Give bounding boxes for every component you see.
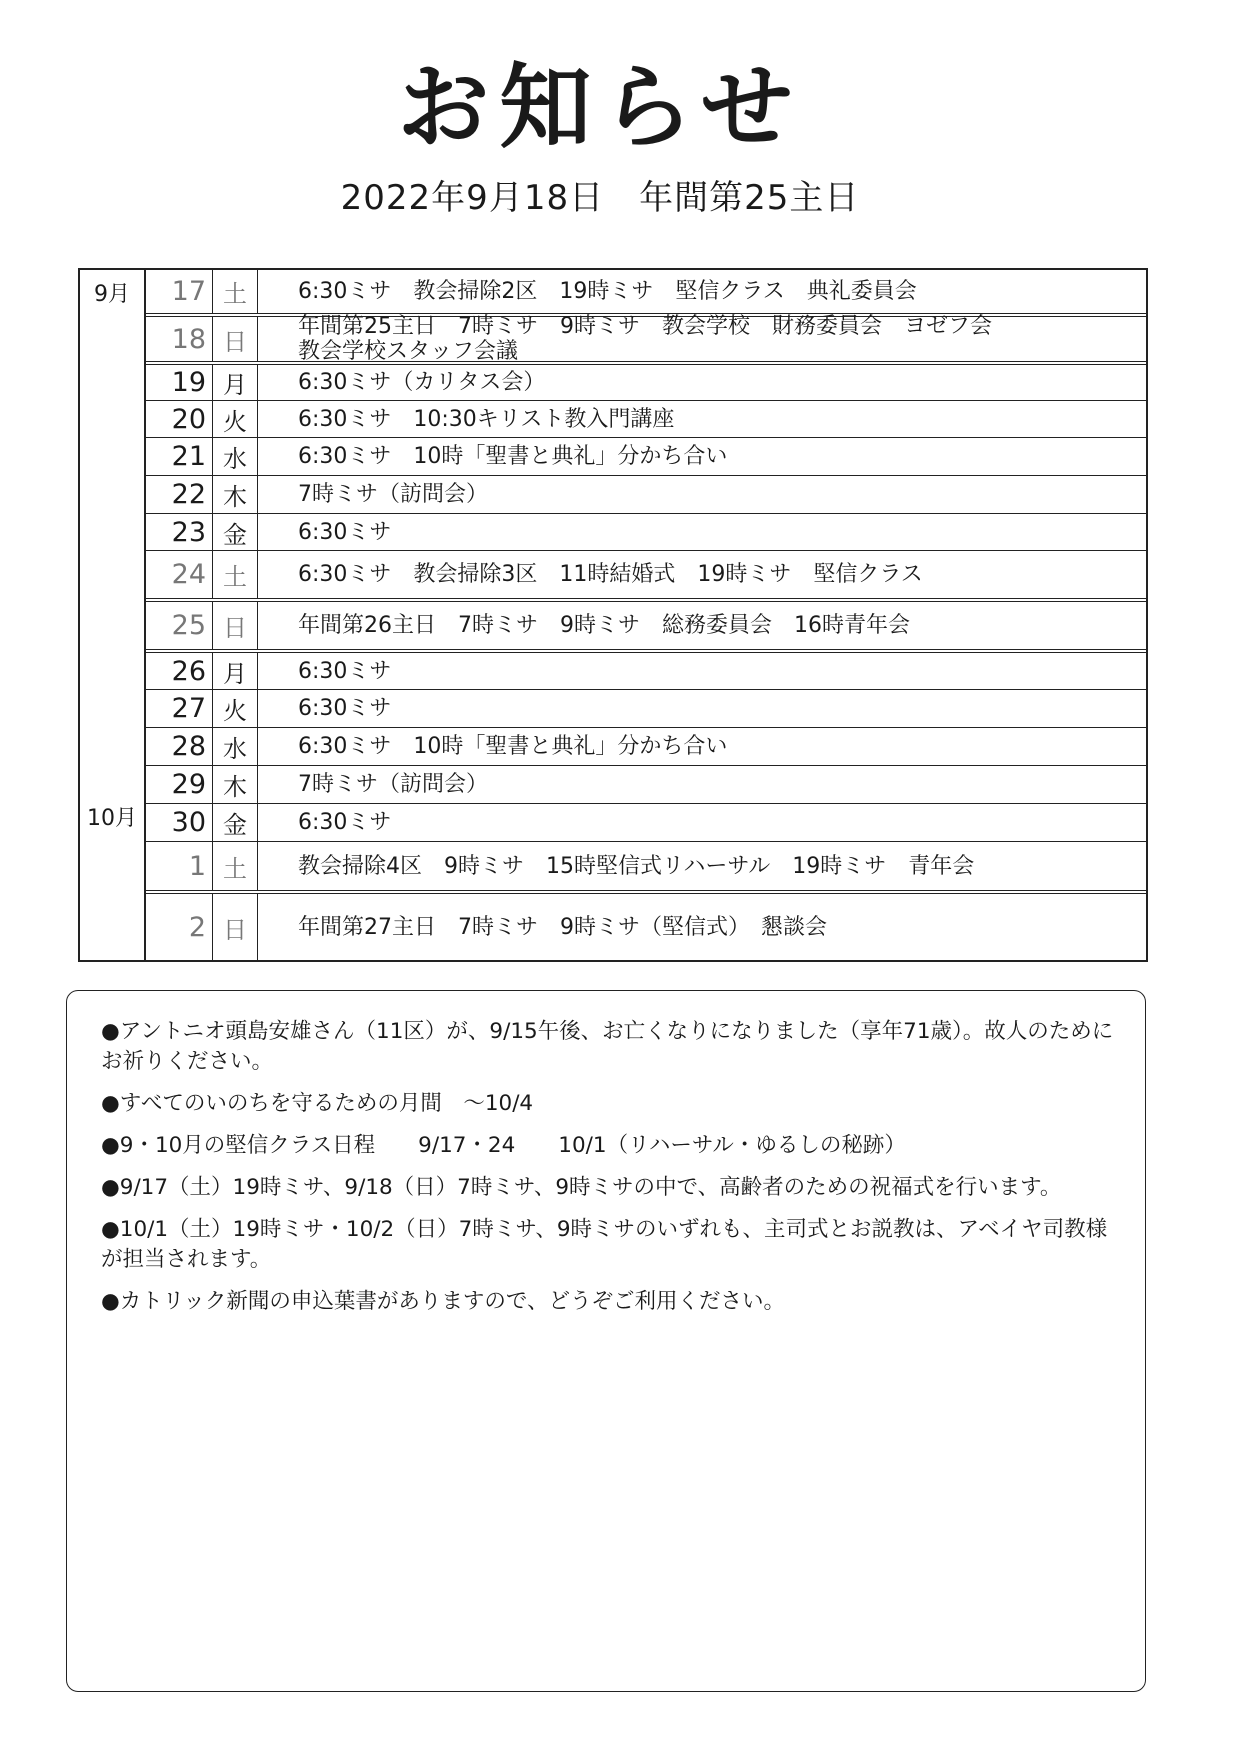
events	[258, 766, 1146, 803]
event-line: 6:30ミサ（カリタス会）	[298, 370, 546, 395]
events	[258, 314, 1146, 364]
weekday: 土	[213, 842, 258, 890]
events	[258, 270, 1146, 313]
day-number: 27	[146, 690, 213, 727]
schedule-row	[146, 602, 1146, 653]
schedule-row	[146, 728, 1146, 766]
weekday: 日	[213, 894, 258, 960]
schedule-row	[146, 766, 1146, 804]
weekday: 木	[213, 766, 258, 803]
weekday: 金	[213, 514, 258, 550]
notice-item: ●すべてのいのちを守るための月間 ～10/4	[101, 1091, 534, 1116]
event-line: 年間第25主日 7時ミサ 9時ミサ 教会学校 財務委員会 ヨゼフ会	[298, 314, 992, 339]
weekday: 水	[213, 728, 258, 765]
event-line: 6:30ミサ	[298, 519, 392, 545]
day-number: 18	[146, 317, 213, 361]
day-number: 21	[146, 438, 213, 475]
schedule-row	[146, 270, 1146, 317]
events	[258, 690, 1146, 727]
notice-box	[66, 990, 1146, 1692]
event-line: 6:30ミサ 10時「聖書と典礼」分かち合い	[298, 734, 728, 759]
schedule-row	[146, 804, 1146, 842]
weekday: 月	[213, 365, 258, 400]
weekday: 日	[213, 317, 258, 361]
day-number: 2	[146, 894, 213, 960]
event-line: 6:30ミサ 10時「聖書と典礼」分かち合い	[298, 444, 728, 469]
weekday: 金	[213, 804, 258, 841]
event-line: 6:30ミサ 教会掃除2区 19時ミサ 堅信クラス 典礼委員会	[298, 279, 917, 304]
event-line: 教会掃除4区 9時ミサ 15時堅信式リハーサル 19時ミサ 青年会	[298, 853, 975, 879]
schedule-row	[146, 365, 1146, 401]
weekday: 土	[213, 551, 258, 598]
schedule-row	[146, 476, 1146, 514]
month-label-october: 10月	[87, 806, 137, 831]
schedule-row	[146, 690, 1146, 728]
event-line: 7時ミサ（訪問会）	[298, 482, 488, 507]
weekday: 月	[213, 653, 258, 689]
day-number: 28	[146, 728, 213, 765]
events	[258, 842, 1146, 890]
event-line: 年間第27主日 7時ミサ 9時ミサ（堅信式） 懇談会	[298, 914, 827, 940]
month-label-september: 9月	[94, 282, 130, 307]
event-line: 年間第26主日 7時ミサ 9時ミサ 総務委員会 16時青年会	[298, 613, 910, 638]
events	[258, 894, 1146, 960]
events	[258, 438, 1146, 475]
notice-item: ●10/1（土）19時ミサ・10/2（日）7時ミサ、9時ミサのいずれも、主司式とお説教は、アベイヤ司教様が担当されます。	[101, 1217, 1108, 1272]
schedule-row	[146, 314, 1146, 365]
weekday: 火	[213, 690, 258, 727]
day-number: 29	[146, 766, 213, 803]
day-number: 1	[146, 842, 213, 890]
weekday: 土	[213, 270, 258, 313]
day-number: 25	[146, 602, 213, 649]
events	[258, 653, 1146, 689]
events	[258, 602, 1146, 649]
day-number: 24	[146, 551, 213, 598]
events	[258, 551, 1146, 598]
day-number: 22	[146, 476, 213, 513]
weekday: 水	[213, 438, 258, 475]
day-number: 30	[146, 804, 213, 841]
event-line: 6:30ミサ 10:30キリスト教入門講座	[298, 406, 675, 432]
weekday: 日	[213, 602, 258, 649]
events	[258, 804, 1146, 841]
schedule-row	[146, 842, 1146, 894]
weekday: 木	[213, 476, 258, 513]
schedule-row	[146, 438, 1146, 476]
events	[258, 514, 1146, 550]
events	[258, 365, 1146, 400]
day-number: 26	[146, 653, 213, 689]
page-title: お知らせ	[397, 54, 803, 161]
schedule-row	[146, 653, 1146, 690]
schedule-row	[146, 401, 1146, 438]
day-number: 20	[146, 401, 213, 437]
schedule-row	[146, 551, 1146, 602]
events	[258, 476, 1146, 513]
event-line: 7時ミサ（訪問会）	[298, 772, 488, 797]
notice-item: ●9・10月の堅信クラス日程 9/17・24 10/1（リハーサル・ゆるしの秘跡）	[101, 1133, 906, 1158]
month-column	[80, 270, 146, 960]
events	[258, 728, 1146, 765]
schedule-row	[146, 514, 1146, 551]
day-number: 23	[146, 514, 213, 550]
day-number: 17	[146, 270, 213, 313]
event-line: 6:30ミサ	[298, 658, 392, 684]
notice-item: ●カトリック新聞の申込葉書がありますので、どうぞご利用ください。	[101, 1289, 785, 1314]
schedule-table	[78, 268, 1148, 962]
event-line: 教会学校スタッフ会議	[298, 339, 519, 364]
event-line: 6:30ミサ	[298, 810, 392, 835]
event-line: 6:30ミサ 教会掃除3区 11時結婚式 19時ミサ 堅信クラス	[298, 562, 923, 587]
page-subtitle: 2022年9月18日 年間第25主日	[340, 178, 860, 218]
schedule-row	[146, 894, 1146, 960]
notice-item: ●9/17（土）19時ミサ、9/18（日）7時ミサ、9時ミサの中で、高齢者のための祝福式を行います。	[101, 1175, 1062, 1200]
events	[258, 401, 1146, 437]
day-number: 19	[146, 365, 213, 400]
notice-item: ●アントニオ頭島安雄さん（11区）が、9/15午後、お亡くなりになりました（享年71歳）。故人のためにお祈りください。	[101, 1019, 1114, 1074]
weekday: 火	[213, 401, 258, 437]
event-line: 6:30ミサ	[298, 696, 392, 721]
